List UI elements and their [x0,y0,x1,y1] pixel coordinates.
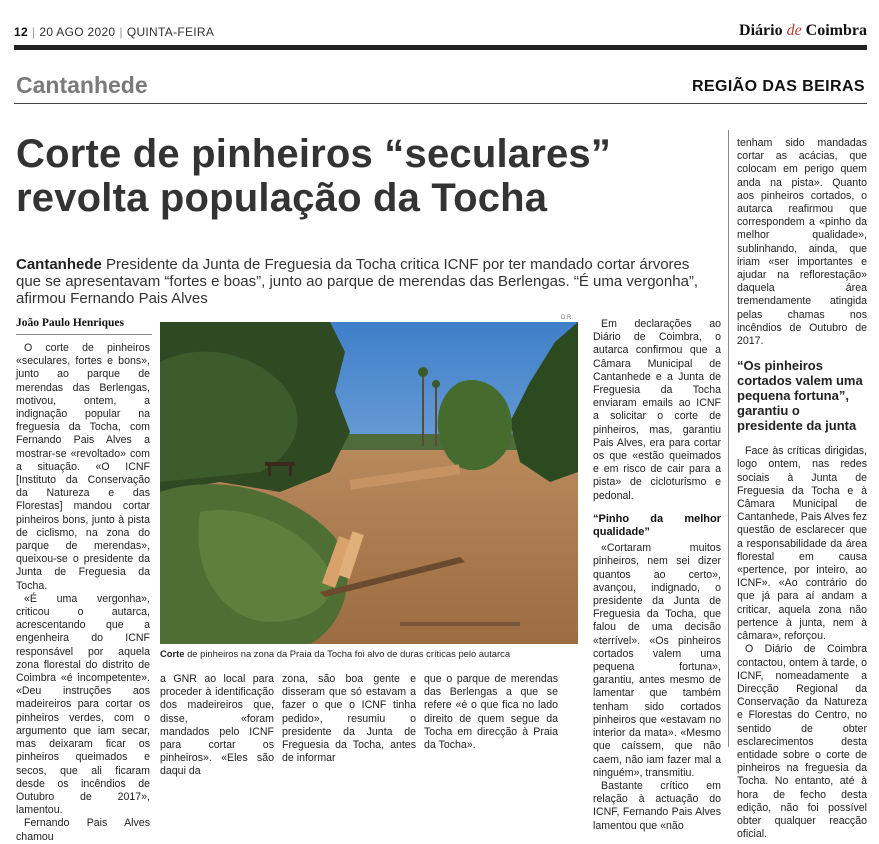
article-column-6 [737,137,867,841]
paragraph: O Diário de Coimbra contactou, ontem à tarde, o ICNF, nomeadamente a Direcção Regional da Conservação da Natureza e Florestas do Centro, no sentido de obter esclarecimentos desta entidade sobre o corte de pinheiros na freguesia da Tocha. No entanto, até à hora de fecho desta edição, não foi possível obter qualquer reacção oficial. [737,643,867,841]
paragraph: Fernando Pais Alves chamou [16,817,150,843]
lead-kicker: Cantanhede [16,256,102,273]
article-column-5 [593,318,721,833]
section-region: REGIÃO DAS BEIRAS [691,78,865,95]
paragraph: a GNR ao local para proceder à identificação dos madeireiros que, disse, «foram mandados pelo ICNF para cortar os pinheiros». «Eles são daqui da [160,673,274,778]
paragraph: que o parque de merendas das Berlengas a que se refere «é o que fica no lado direito de quem segue da Tocha em direcção à Praia da Tocha». [424,673,558,752]
photo-credit: D.R. [561,315,573,321]
paragraph: Face às críticas dirigidas, logo ontem, nas redes sociais à Junta de Freguesia da Tocha e à Câmara Municipal de Cantanhede, Pais Alves fez questão de esclarecer que a responsabilidade da área florestal em causa «pertence, por inteiro, ao ICNF». «Ao contrário do que já para aí andam a criticar, aquela zona não pertence à junta, nem à câmara», reforçou. [737,445,867,643]
article-column-4 [424,673,558,752]
weekday: QUINTA-FEIRA [126,25,215,39]
article-photo [160,322,578,644]
paragraph: «Cortaram muitos pinheiros, nem sei dizer quantos ao certo», avançou, indignado, o presidente da Junta de Freguesia da Tocha, que falou de uma decisão «terrível». «Os pinheiros cortados valem uma pequena fortuna», garantiu, antes mesmo de lamentar que também tenham sido cortados pinheiros que «estavam no interior da mata». «Mesmo que caíssem, que não caem, não iam fazer mal a ninguém», transmitiu. [593,542,721,779]
article-column-2 [160,673,274,779]
headline: Corte de pinheiros “seculares” revolta população da Tocha [16,132,612,220]
paragraph: Em declarações ao Diário de Coimbra, o autarca confirmou que a Câmara Municipal de Cantanhede e a Junta de Freguesia da Tocha enviaram emails ao ICNF a solicitar o corte de pinheiros, mas, garantiu Pais Alves, era para cortar os que «estão queimados e em risco de cair para a pista» de cicloturismo e pedonal. [593,318,721,502]
paragraph: Bastante crítico em relação à actuação do ICNF, Fernando Pais Alves lamentou que «não [593,779,721,832]
paragraph: tenham sido mandadas cortar as acácias, que colocam em perigo quem anda na pista». Quanto aos pinheiros cortados, o autarca reafirmou que correspondem a «pinho da melhor qualidade», sublinhando, ainda, que iriam «ser importantes e ajudar na reflorestação» daquela área tremendamente atingida pelas chamas nos incêndios de Outubro de 2017. [737,137,867,348]
caption-text: de pinheiros na zona da Praia da Tocha foi alvo de duras críticas pelo autarca [187,648,511,659]
column-divider [728,130,729,747]
byline-rule [16,334,152,335]
page-header [14,22,867,44]
header-rule [14,45,867,50]
photo-caption [160,648,578,660]
issue-date: 20 AGO 2020 [39,25,116,39]
page-number: 12 [14,25,28,39]
forest-cut-pines-image [160,322,578,644]
section-locality: Cantanhede [16,72,148,98]
pull-quote: “Os pinheiros cortados valem uma pequena fortuna”, garantiu o presidente da junta [737,358,863,434]
paragraph: zona, são boa gente e disseram que só estavam a fazer o que o ICNF tinha pedido», resumiu o presidente da Junta de Freguesia da Tocha, antes de informar [282,673,416,765]
section-rule [14,103,867,104]
paragraph: O corte de pinheiros «seculares, fortes e bons», junto ao parque de merendas das Berlengas, motivou, ontem, a indignação popular na freguesia da Tocha, com Fernando Pais Alves a mostrar-se «revoltado» com a situação. «O ICNF [Instituto da Conservação da Natureza e das Florestas] mandou cortar pinheiros bons, junto à pista de ciclismo, na zona do parque de merendas», queixou-se o presidente da Junta de Freguesia da Tocha. [16,342,150,592]
byline: João Paulo Henriques [16,317,124,329]
caption-kicker: Corte [160,648,185,659]
lead-paragraph [16,256,706,307]
paragraph: «É uma vergonha», criticou o autarca, acrescentando que a engenheira do ICNF responsável por aquela zona florestal do distrito de Coimbra «é incompetente». «Deu instruções aos madeireiros para cortar os pinheiros verdes, com o argumento que iam secar, mas deixaram ficar os pinheiros queimados e secos, que ali ficaram desde os incêndios de Outubro de 2017», lamentou. [16,592,150,817]
article-column-1 [16,342,150,844]
subheading: “Pinho da melhor qualidade” [593,512,721,539]
article-column-3 [282,673,416,765]
page-meta: 12 | 20 AGO 2020 | QUINTA-FEIRA [14,25,215,39]
lead-text: Presidente da Junta de Freguesia da Tocha critica ICNF por ter mandado cortar árvores que se apresentavam “fortes e boas”, junto ao parque de merendas das Berlengas. “É uma vergonha”, afirmou Fernando Pais Alves [16,256,699,307]
newspaper-logo: Diário de Coimbra [739,22,867,39]
